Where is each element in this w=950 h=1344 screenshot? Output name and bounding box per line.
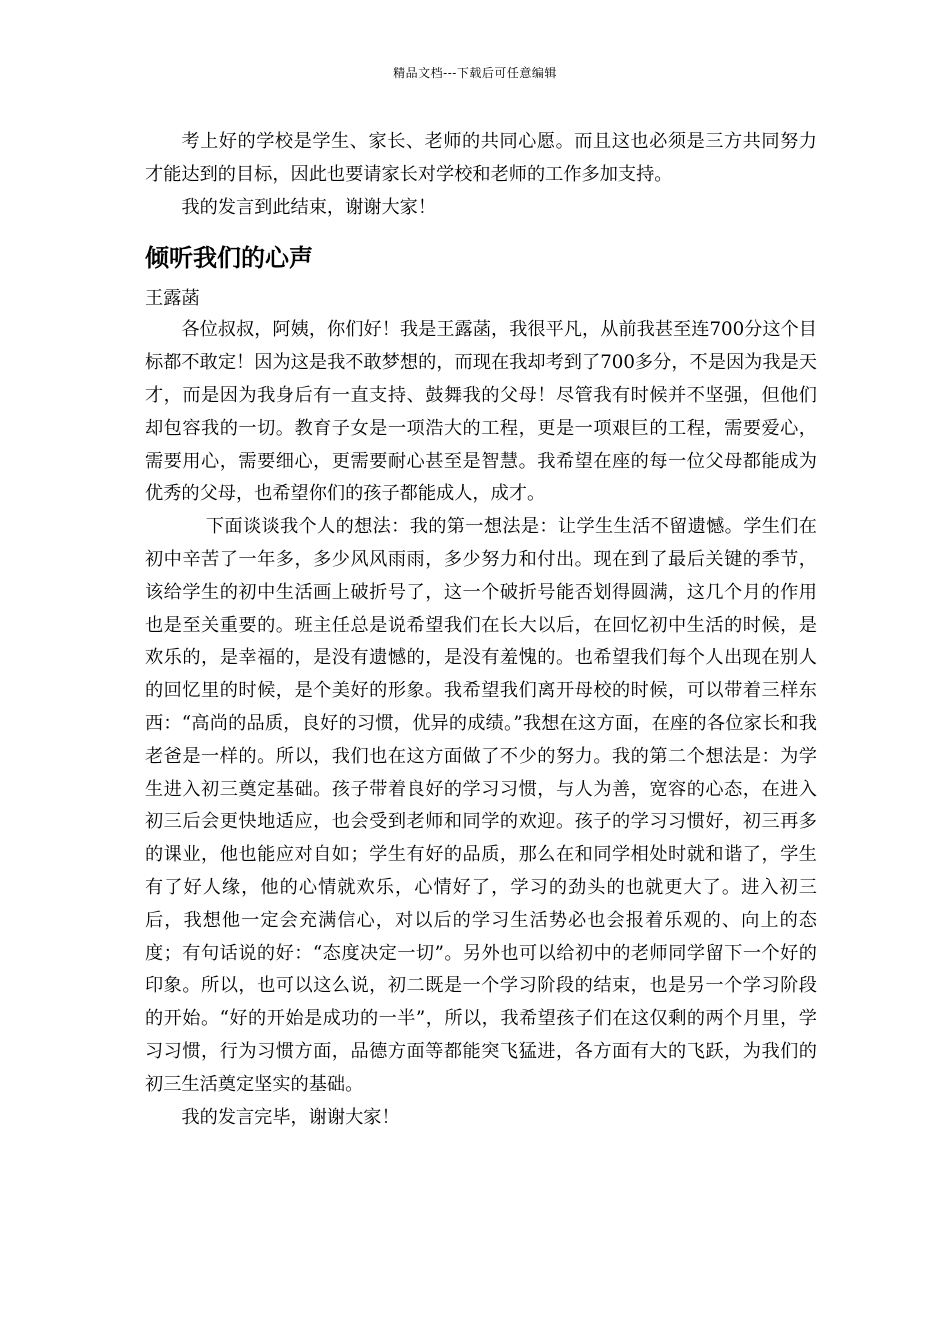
article-title: 倾听我们的心声 — [145, 244, 313, 273]
body-paragraph-2: 下面谈谈我个人的想法：我的第一想法是：让学生生活不留遗憾。学生们在初中辛苦了一年多，多少风风雨雨，多少努力和付出。现在到了最后关键的季节，该给学生的初中生活画上破折号了，这一个破折号能否划得圆满，这几个月的作用也是至关重要的。班主任总是说希望我们在长大以后，在回忆初中生活的时候，是欢乐的，是幸福的，是没有遗憾的，是没有羞愧的。也希望我们每个人出现在别人的回忆里的时候，是个美好的形象。我希望我们离开母校的时候，可以带着三样东西：“高尚的品质，良好的习惯，优异的成绩。”我想在这方面，在座的各位家长和我老爸是一样的。所以，我们也在这方面做了不少的努力。我的第二个想法是：为学生进入初三奠定基础。孩子带着良好的学习习惯，与人为善，宽容的心态，在进入初三后会更快地适应，也会受到老师和同学的欢迎。孩子的学习习惯好，初三再多的课业，他也能应对自如；学生有好的品质，那么在和同学相处时就和谐了，学生有了好人缘，他的心情就欢乐，心情好了，学习的劲头的也就更大了。进入初三后，我想他一定会充满信心，对以后的学习生活势必也会报着乐观的、向上的态度；有句话说的好：“态度决定一切”。另外也可以给初中的老师同学留下一个好的印象。所以，也可以这么说，初二既是一个学习阶段的结束，也是另一个学习阶段的开始。“好的开始是成功的一半”，所以，我希望孩子们在这仅剩的两个月里，学习习惯，行为习惯方面，品德方面等都能突飞猛进，各方面有大的飞跃，为我们的初三生活奠定坚实的基础。 — [145, 516, 817, 1095]
closing-paragraph: 我的发言完毕，谢谢大家！ — [181, 1106, 400, 1128]
intro-paragraph-1: 考上好的学校是学生、家长、老师的共同心愿。而且这也必须是三方共同努力才能达到的目标，因此也要请家长对学校和老师的工作多加支持。 — [145, 131, 817, 185]
intro-paragraph-2: 我的发言到此结束，谢谢大家！ — [181, 196, 437, 218]
page-header: 精品文档---下载后可任意编辑 — [393, 66, 557, 80]
body-paragraph-1: 各位叔叔，阿姨，你们好！我是王露菡，我很平凡，从前我甚至连700分这个目标都不敢定！因为这是我不敢梦想的，而现在我却考到了700多分，不是因为我是天才，而是因为我身后有一直支持、鼓舞我的父母！尽管我有时候并不坚强，但他们却包容我的一切。教育子女是一项浩大的工程，更是一项艰巨的工程，需要爱心，需要用心，需要细心，更需要耐心甚至是智慧。我希望在座的每一位父母都能成为优秀的父母，也希望你们的孩子都能成人，成才。 — [145, 319, 817, 505]
document-body — [145, 126, 817, 1134]
article-author: 王露菡 — [145, 288, 200, 310]
